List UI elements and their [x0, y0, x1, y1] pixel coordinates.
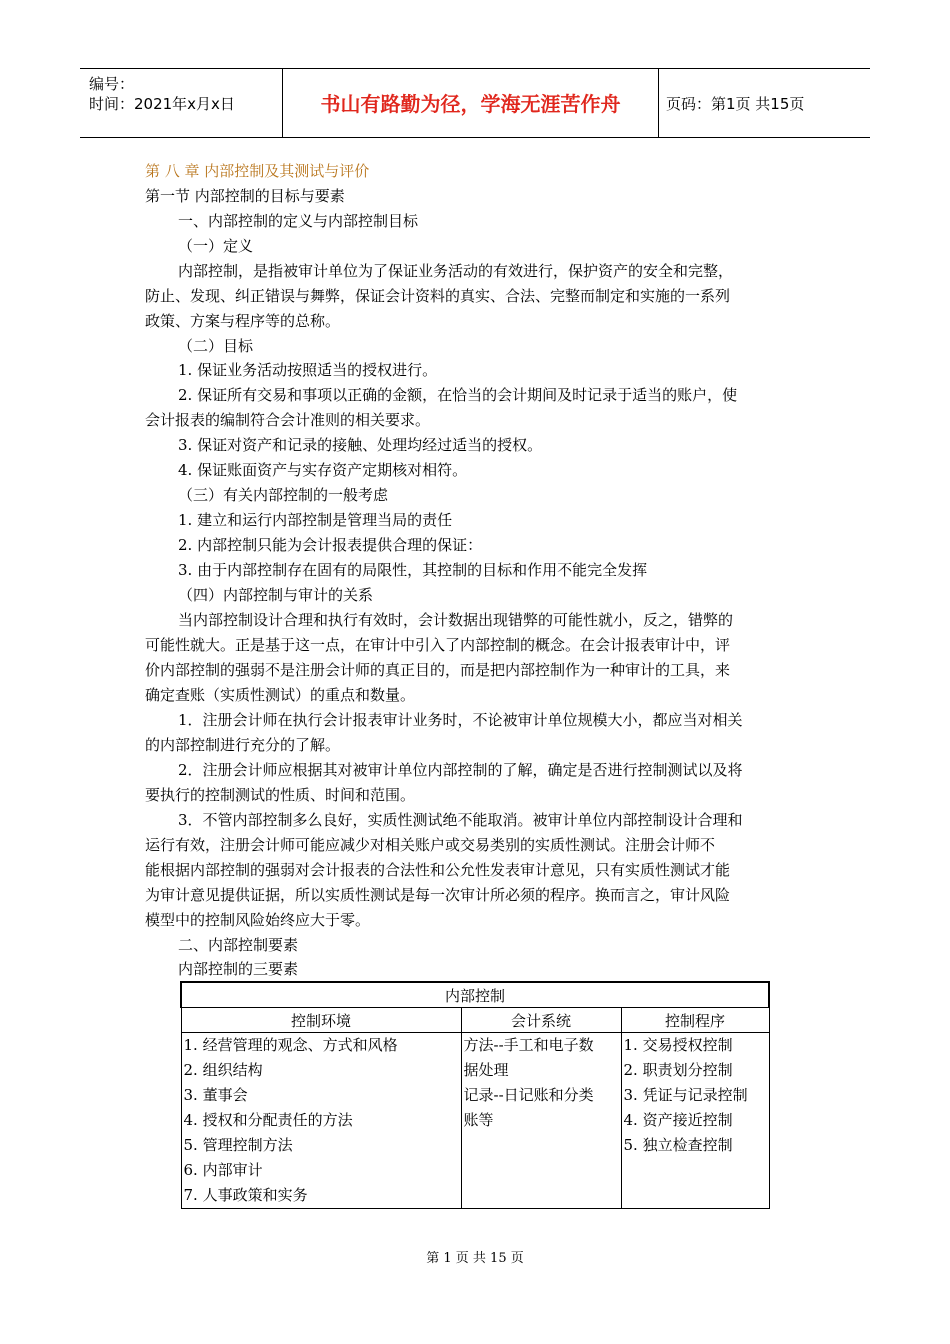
- paragraph-line: 防止、发现、纠正错误与舞弊，保证会计资料的真实、合法、完整而制定和实施的一系列: [145, 287, 731, 305]
- list-item: 4. 资产接近控制: [623, 1111, 733, 1129]
- table-cell-environment: [181, 1033, 461, 1209]
- table-cell-accounting: [461, 1033, 621, 1209]
- list-item: 1. 保证业务活动按照适当的授权进行。: [178, 361, 438, 379]
- list-item: 7. 人事政策和实务: [183, 1186, 308, 1204]
- list-item: 1. 交易授权控制: [623, 1036, 733, 1054]
- column-header: 控制程序: [621, 1008, 769, 1033]
- page-footer: 第 1 页 共 15 页: [426, 1251, 524, 1266]
- list-item: 2. 内部控制只能为会计报表提供合理的保证：: [178, 536, 483, 554]
- paragraph-line: 当内部控制设计合理和执行有效时，会计数据出现错弊的可能性就小，反之，错弊的: [178, 611, 734, 629]
- subheading-audit-relation: （四）内部控制与审计的关系: [178, 586, 374, 604]
- list-item: 4. 保证账面资产与实存资产定期核对相符。: [178, 461, 468, 479]
- paragraph-line: 要执行的控制测试的性质、时间和范围。: [145, 786, 416, 804]
- subheading-considerations: （三）有关内部控制的一般考虑: [178, 486, 389, 504]
- header-meta: [80, 69, 283, 137]
- internal-control-table: [180, 981, 770, 1209]
- table-cell-procedures: [621, 1033, 769, 1209]
- list-item: 账等: [463, 1111, 494, 1129]
- list-item: 5. 管理控制方法: [183, 1136, 293, 1154]
- paragraph-line: 2．注册会计师应根据其对被审计单位内部控制的了解，确定是否进行控制测试以及将: [178, 761, 743, 779]
- table-caption: 内部控制的三要素: [178, 960, 299, 978]
- list-item: 记录--日记账和分类: [463, 1086, 594, 1104]
- paragraph-line: 能根据内部控制的强弱对会计报表的合法性和公允性发表审计意见，只有实质性测试才能: [145, 861, 731, 879]
- list-item: 据处理: [463, 1061, 509, 1079]
- list-item: 方法--手工和电子数: [463, 1036, 594, 1054]
- paragraph-line: 模型中的控制风险始终应大于零。: [145, 911, 371, 929]
- paragraph-line: 价内部控制的强弱不是注册会计师的真正目的，而是把内部控制作为一种审计的工具，来: [145, 661, 731, 679]
- page-header: [80, 68, 870, 138]
- list-item: 2. 组织结构: [183, 1061, 263, 1079]
- time-label: 时间：2021年x月x日: [89, 95, 235, 113]
- paragraph-line: 政策、方案与程序等的总称。: [145, 312, 341, 330]
- section-title: 第一节 内部控制的目标与要素: [145, 187, 345, 205]
- paragraph-line: 可能性就大。正是基于这一点，在审计中引入了内部控制的概念。在会计报表审计中，评: [145, 636, 731, 654]
- subheading-definition: （一）定义: [178, 237, 254, 255]
- list-item: 1. 经营管理的观念、方式和风格: [183, 1036, 398, 1054]
- heading-elements: 二、内部控制要素: [178, 936, 299, 954]
- list-item: 3. 董事会: [183, 1086, 248, 1104]
- paragraph-line: 确定查账（实质性测试）的重点和数量。: [145, 686, 416, 704]
- list-item: 1. 建立和运行内部控制是管理当局的责任: [178, 511, 453, 529]
- paragraph-line: 1．注册会计师在执行会计报表审计业务时，不论被审计单位规模大小，都应当对相关: [178, 711, 743, 729]
- column-header: 会计系统: [461, 1008, 621, 1033]
- paragraph-line: 运行有效，注册会计师可能应减少对相关账户或交易类别的实质性测试。注册会计师不: [145, 836, 716, 854]
- serial-label: 编号：: [89, 75, 135, 93]
- paragraph-line: 为审计意见提供证据，所以实质性测试是每一次审计所必须的程序。换而言之，审计风险: [145, 886, 731, 904]
- table-title: 内部控制: [181, 982, 769, 1008]
- paragraph-line: 内部控制，是指被审计单位为了保证业务活动的有效进行，保护资产的安全和完整，: [178, 262, 734, 280]
- paragraph-line: 3．不管内部控制多么良好，实质性测试绝不能取消。被审计单位内部控制设计合理和: [178, 811, 743, 829]
- heading-definition-goals: 一、内部控制的定义与内部控制目标: [178, 212, 419, 230]
- list-item: 6. 内部审计: [183, 1161, 263, 1179]
- paragraph-line: 会计报表的编制符合会计准则的相关要求。: [145, 411, 431, 429]
- list-item: 3. 保证对资产和记录的接触、处理均经过适当的授权。: [178, 436, 543, 454]
- list-item: 4. 授权和分配责任的方法: [183, 1111, 353, 1129]
- paragraph-line: 的内部控制进行充分的了解。: [145, 736, 341, 754]
- list-item: 2. 保证所有交易和事项以正确的金额，在恰当的会计期间及时记录于适当的账户，使: [178, 386, 738, 404]
- list-item: 2. 职责划分控制: [623, 1061, 733, 1079]
- list-item: 3. 凭证与记录控制: [623, 1086, 748, 1104]
- header-motto: 书山有路勤为径，学海无涯苦作舟: [283, 69, 659, 137]
- list-item: 5. 独立检查控制: [623, 1136, 733, 1154]
- subheading-goals: （二）目标: [178, 337, 254, 355]
- column-header: 控制环境: [181, 1008, 461, 1033]
- list-item: 3. 由于内部控制存在固有的局限性，其控制的目标和作用不能完全发挥: [178, 561, 648, 579]
- header-page-info: 页码：第1页 共15页: [666, 95, 805, 113]
- chapter-title: 第 八 章 内部控制及其测试与评价: [145, 162, 370, 180]
